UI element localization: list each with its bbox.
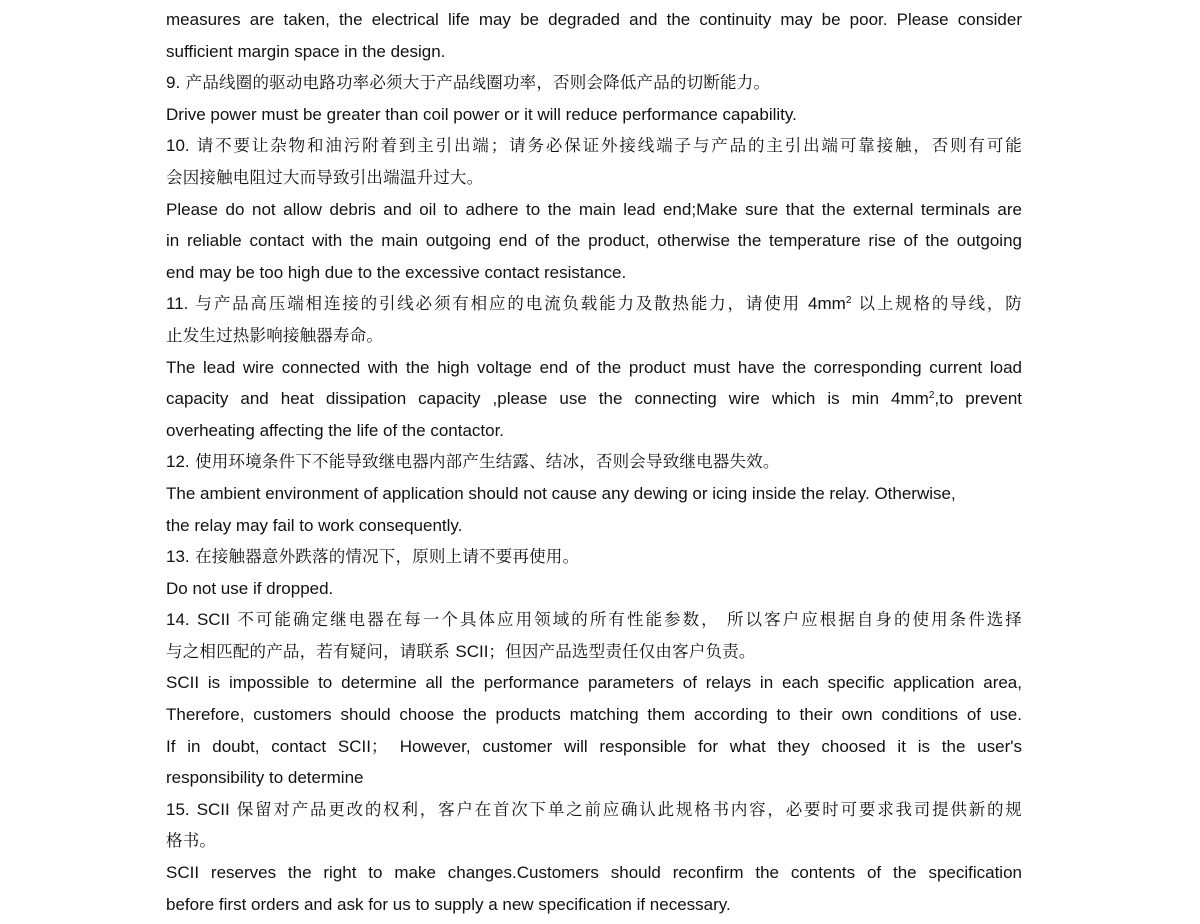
item-9-zh [166, 67, 1022, 99]
item-15-en-line1: SCII reserves the right to make changes.Customers should reconfirm the contents of the specification [166, 863, 1022, 883]
item-number: 15. [166, 799, 190, 819]
item-15-zh-line1 [166, 794, 1022, 826]
superscript: 2 [845, 295, 852, 307]
item-number: 11. [166, 294, 189, 314]
item-13-zh [166, 541, 1022, 573]
item-14-zh-text-a: 与之相匹配的产品，若有疑问，请联系 [166, 641, 450, 661]
item-13-en: Do not use if dropped. [166, 578, 334, 598]
item-10-zh-line1 [166, 130, 1022, 162]
item-10-zh-line2: 会因接触电阻过大而导致引出端温升过大。 [166, 167, 484, 187]
item-14-en-line3: If in doubt, contact SCII； However, customer will responsible for what they choosed it is the user's [166, 736, 1022, 756]
item-13-zh-text: 在接触器意外跌落的情况下，原则上请不要再使用。 [195, 547, 580, 567]
item-14-zh-line2 [166, 636, 1022, 668]
item-14-en-line2: Therefore, customers should choose the products matching them according to their own conditions of use. [166, 705, 1022, 725]
item-14-en-line4: responsibility to determine [166, 768, 364, 788]
item-11-en-line3: overheating affecting the life of the contactor. [166, 420, 505, 440]
item-11-en-text-b: ,to prevent [934, 389, 1022, 409]
item-14-zh-text-c: ；但因产品选型责任仅由客户负责。 [488, 641, 756, 661]
company-name: SCII [455, 641, 489, 661]
item-14-en-line1: SCII is impossible to determine all the performance parameters of relays in each specific application area, [166, 673, 1022, 693]
item-number: 10. [166, 136, 190, 156]
paragraph-line: measures are taken, the electrical life may be degraded and the continuity may be poor. Please consider [166, 10, 1022, 29]
item-number: 13. [166, 547, 190, 567]
item-14-zh-line1 [166, 604, 1022, 636]
item-10-en-line3: end may be too high due to the excessive contact resistance. [166, 262, 627, 282]
item-15-zh-text: 保留对产品更改的权利，客户在首次下单之前应确认此规格书内容，必要时可要求我司提供新的规 [236, 799, 1022, 819]
item-number: 9. [166, 73, 181, 93]
item-10-en-line1: Please do not allow debris and oil to adhere to the main lead end;Make sure that the external terminals are [166, 199, 1022, 219]
item-12-zh-text: 使用环境条件下不能导致继电器内部产生结露、结冰，否则会导致继电器失效。 [195, 452, 780, 472]
item-9-en: Drive power must be greater than coil power or it will reduce performance capability. [166, 104, 797, 124]
item-12-en-line2: the relay may fail to work consequently. [166, 515, 463, 535]
item-15-zh-line2: 格书。 [166, 831, 217, 851]
item-11-zh-line2: 止发生过热影响接触器寿命。 [166, 325, 384, 345]
item-12-en-line1: The ambient environment of application should not cause any dewing or icing inside the relay. Otherwise, [166, 483, 956, 503]
item-11-en-line2 [166, 383, 1022, 415]
company-name: SCII [196, 799, 230, 819]
item-11-zh-line1 [166, 288, 1022, 320]
wire-size-value: 4mm [808, 294, 846, 314]
item-12-zh [166, 446, 1022, 478]
item-10-en-line2: in reliable contact with the main outgoing end of the product, otherwise the temperature rise of the outgoing [166, 231, 1022, 251]
item-number: 14. [166, 610, 190, 630]
item-9-zh-text: 产品线圈的驱动电路功率必须大于产品线圈功率，否则会降低产品的切断能力。 [185, 73, 771, 93]
paragraph-line: sufficient margin space in the design. [166, 41, 446, 61]
item-number: 12. [166, 452, 190, 472]
item-14-zh-text: 不可能确定继电器在每一个具体应用领域的所有性能参数， 所以客户应根据自身的使用条件选择 [237, 610, 1022, 630]
document-page [166, 4, 1022, 920]
company-name: SCII [196, 610, 231, 630]
item-11-zh-text-a: 与产品高压端相连接的引线必须有相应的电流负载能力及散热能力，请使用 [195, 294, 801, 314]
item-15-en-line2: before first orders and ask for us to supply a new specification if necessary. [166, 894, 731, 914]
item-10-zh-text: 请不要让杂物和油污附着到主引出端；请务必保证外接线端子与产品的主引出端可靠接触，否则有可能 [196, 136, 1022, 156]
item-11-zh-wire-size [808, 294, 851, 313]
item-11-en-line1: The lead wire connected with the high voltage end of the product must have the corresponding current load [166, 357, 1022, 377]
item-11-zh-text-c: 以上规格的导线，防 [858, 294, 1022, 314]
item-11-en-text-a: capacity and heat dissipation capacity ,please use the connecting wire which is min 4mm [166, 389, 929, 409]
superscript: 2 [928, 390, 935, 402]
